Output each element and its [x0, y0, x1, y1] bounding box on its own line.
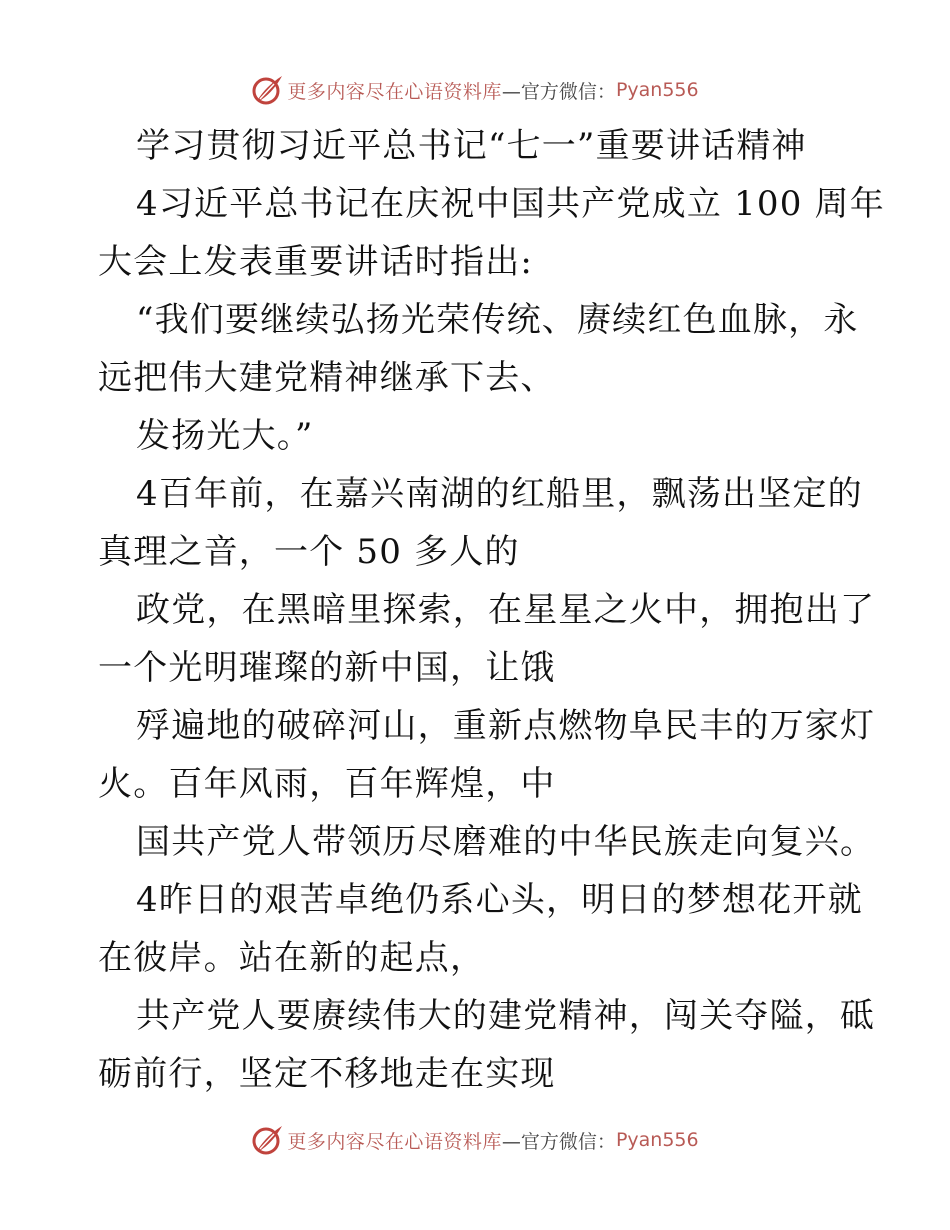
banner-separator: —官方微信： — [501, 80, 616, 103]
text-line: “我们要继续弘扬光荣传统、赓续红色血脉，永 — [136, 300, 859, 340]
banner-text: 更多内容尽在心语资料库 — [287, 80, 502, 103]
text-line: 在彼岸。站在新的起点， — [98, 938, 486, 978]
text-line: 4习近平总书记在庆祝中国共产党成立 100 周年 — [136, 184, 885, 224]
text-line: 发扬光大。” — [136, 416, 314, 456]
text-line: 殍遍地的破碎河山，重新点燃物阜民丰的万家灯 — [136, 706, 876, 746]
banner-text: 更多内容尽在心语资料库 — [287, 1130, 502, 1153]
text-line: 国共产党人带领历尽磨难的中华民族走向复兴。 — [136, 822, 876, 862]
quill-logo-icon — [251, 73, 285, 107]
header-watermark-banner — [0, 70, 950, 110]
document-body — [98, 117, 885, 1103]
banner-wechat-id: Pyan556 — [615, 79, 699, 101]
text-line: 远把伟大建党精神继承下去、 — [98, 358, 556, 398]
text-line: 政党，在黑暗里探索，在星星之火中，拥抱出了 — [136, 590, 876, 630]
text-line: 学习贯彻习近平总书记“七一”重要讲话精神 — [136, 126, 807, 166]
text-line: 4昨日的艰苦卓绝仍系心头，明日的梦想花开就 — [136, 880, 863, 920]
text-line: 共产党人要赓续伟大的建党精神，闯关夺隘，砥 — [136, 996, 876, 1036]
text-line: 真理之音，一个 50 多人的 — [98, 532, 520, 572]
text-line: 4百年前，在嘉兴南湖的红船里，飘荡出坚定的 — [136, 474, 863, 514]
text-line: 一个光明璀璨的新中国，让饿 — [98, 648, 556, 688]
footer-watermark-banner — [0, 1120, 950, 1160]
text-line: 火。百年风雨，百年辉煌，中 — [98, 764, 556, 804]
banner-separator: —官方微信： — [501, 1130, 616, 1153]
banner-wechat-id: Pyan556 — [615, 1129, 699, 1151]
text-line: 砺前行，坚定不移地走在实现 — [98, 1054, 556, 1094]
text-line: 大会上发表重要讲话时指出: — [98, 242, 534, 282]
quill-logo-icon — [251, 1123, 285, 1157]
